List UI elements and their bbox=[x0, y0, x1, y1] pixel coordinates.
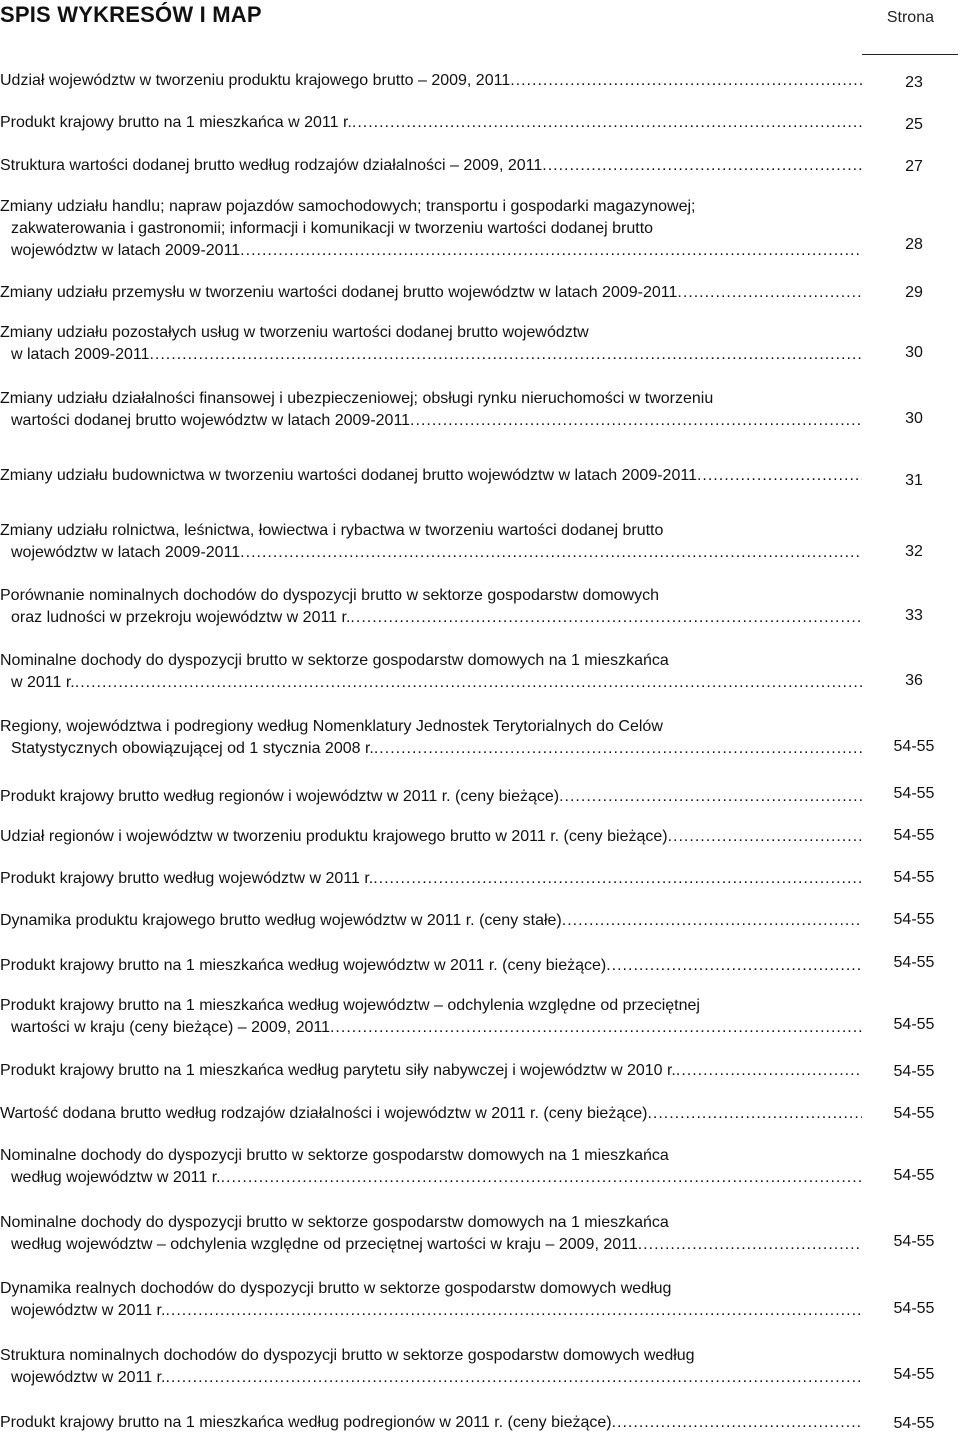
toc-entry-text: Nominalne dochody do dyspozycji brutto w sektorze gospodarstw domowych na 1 mieszkańca bbox=[0, 1214, 669, 1231]
toc-page-number: 54-55 bbox=[893, 1233, 935, 1250]
toc-entry-text: Produkt krajowy brutto na 1 mieszkańca według województw – odchylenia względne od przeciętnej bbox=[0, 997, 700, 1014]
toc-page-number: 54-55 bbox=[893, 869, 935, 886]
toc-page-number: 54-55 bbox=[893, 1105, 935, 1122]
toc-page-number: 28 bbox=[905, 236, 923, 253]
toc-entry-text: Zmiany udziału handlu; napraw pojazdów samochodowych; transportu i gospodarki magazynowej; bbox=[0, 198, 696, 215]
toc-entry-text: Wartość dodana brutto według rodzajów działalności i województw w 2011 r. (ceny bieżące) bbox=[0, 1105, 648, 1122]
toc-entry-text: według województw w 2011 r. bbox=[11, 1169, 221, 1186]
toc-page-number: 54-55 bbox=[893, 911, 935, 928]
toc-page-number: 54-55 bbox=[893, 1167, 935, 1184]
toc-entry-text: w 2011 r. bbox=[11, 674, 75, 691]
toc-entry-text: Struktura nominalnych dochodów do dyspozycji brutto w sektorze gospodarstw domowych według bbox=[0, 1347, 695, 1364]
toc-entry-line bbox=[0, 1412, 862, 1434]
toc-entry-text: oraz ludności w przekroju województw w 2011 r. bbox=[11, 609, 351, 626]
toc-page-number: 54-55 bbox=[893, 1300, 935, 1317]
toc-page-number: 54-55 bbox=[893, 785, 935, 802]
toc-entry-text: Zmiany udziału rolnictwa, leśnictwa, łowiectwa i rybactwa w tworzeniu wartości dodanej brutto bbox=[0, 522, 664, 539]
toc-entry-text: Porównanie nominalnych dochodów do dyspozycji brutto w sektorze gospodarstw domowych bbox=[0, 587, 660, 604]
toc-entry-text: wartości dodanej brutto województw w latach 2009-2011 bbox=[11, 412, 411, 429]
toc-entry-text: Nominalne dochody do dyspozycji brutto w sektorze gospodarstw domowych na 1 mieszkańca bbox=[0, 1147, 669, 1164]
toc-page-number: 54-55 bbox=[893, 954, 935, 971]
toc-entry-text: w latach 2009-2011 bbox=[11, 346, 150, 363]
toc-entry-text: województw w 2011 r. bbox=[11, 1369, 166, 1386]
toc-entry-text: Zmiany udziału budownictwa w tworzeniu wartości dodanej brutto województw w latach 2009-2011 bbox=[0, 467, 697, 484]
toc-entry-text: Zmiany udziału działalności finansowej i ubezpieczeniowej; obsługi rynku nieruchomości w tworzeniu bbox=[0, 390, 714, 407]
toc-entry-text: województw w latach 2009-2011 bbox=[11, 544, 241, 561]
toc-entry-text: Zmiany udziału przemysłu w tworzeniu wartości dodanej brutto województw w latach 2009-2011 bbox=[0, 284, 678, 301]
toc-page-number: 25 bbox=[905, 116, 923, 133]
toc-page-number: 31 bbox=[905, 472, 923, 489]
toc-page-number: 54-55 bbox=[893, 827, 935, 844]
toc-page-number: 36 bbox=[905, 672, 923, 689]
toc-page-number: 23 bbox=[905, 74, 923, 91]
toc-entry-title bbox=[0, 1412, 862, 1434]
toc-entry-text: województw w 2011 r. bbox=[11, 1302, 166, 1319]
toc-entry-text: Produkt krajowy brutto na 1 mieszkańca według parytetu siły nabywczej i województw w 2010 r. bbox=[0, 1062, 676, 1079]
toc-page-number: 54-55 bbox=[893, 1366, 935, 1383]
toc-page-number: 27 bbox=[905, 158, 923, 175]
toc-page-number: 30 bbox=[905, 344, 923, 361]
toc-entry-text: Dynamika realnych dochodów do dyspozycji brutto w sektorze gospodarstw domowych według bbox=[0, 1280, 672, 1297]
toc-entry-text: województw w latach 2009-2011 bbox=[11, 242, 241, 259]
toc-entry-text: Produkt krajowy brutto według województw w 2011 r. bbox=[0, 870, 374, 887]
toc-entry-text: Zmiany udziału pozostałych usług w tworzeniu wartości dodanej brutto województw bbox=[0, 324, 589, 341]
toc-page-number: 32 bbox=[905, 543, 923, 560]
toc-entry-text: Struktura wartości dodanej brutto według rodzajów działalności – 2009, 2011 bbox=[0, 157, 543, 174]
toc-entry-text: Produkt krajowy brutto na 1 mieszkańca według województw w 2011 r. (ceny bieżące) bbox=[0, 957, 607, 974]
dot-leader bbox=[612, 1412, 862, 1434]
toc-entry-text: Udział regionów i województw w tworzeniu produktu krajowego brutto w 2011 r. (ceny bieżące) bbox=[0, 828, 668, 845]
toc-entry-text: Produkt krajowy brutto według regionów i województw w 2011 r. (ceny bieżące) bbox=[0, 788, 560, 805]
toc-page-number: 54-55 bbox=[893, 738, 935, 755]
toc-page-number: 29 bbox=[905, 284, 923, 301]
toc-page-number: 30 bbox=[905, 410, 923, 427]
toc-entry-text: według województw – odchylenia względne od przeciętnej wartości w kraju – 2009, 2011 bbox=[11, 1236, 638, 1253]
toc-entry-text: Statystycznych obowiązującej od 1 stycznia 2008 r. bbox=[11, 740, 374, 757]
toc-entry-text: Udział województw w tworzeniu produktu krajowego brutto – 2009, 2011 bbox=[0, 72, 511, 89]
toc-page-number: 54-55 bbox=[893, 1016, 935, 1033]
page-column-header: Strona bbox=[886, 9, 934, 26]
toc-page-number: 54-55 bbox=[893, 1063, 935, 1080]
toc-entry-text: Produkt krajowy brutto na 1 mieszkańca w 2011 r. bbox=[0, 114, 352, 131]
page-title: SPIS WYKRESÓW I MAP bbox=[0, 2, 262, 27]
toc-entry-text: wartości w kraju (ceny bieżące) – 2009, 2011 bbox=[11, 1019, 330, 1036]
toc-entry-text: Regiony, województwa i podregiony według Nomenklatury Jednostek Terytorialnych do Celów bbox=[0, 718, 663, 735]
toc-entry-text: Dynamika produktu krajowego brutto według województw w 2011 r. (ceny stałe) bbox=[0, 912, 562, 929]
toc-entry-text: zakwaterowania i gastronomii; informacji i komunikacji w tworzeniu wartości dodanej brutto bbox=[11, 220, 654, 237]
toc-page-number: 54-55 bbox=[893, 1415, 935, 1432]
toc-entry-text: Nominalne dochody do dyspozycji brutto w sektorze gospodarstw domowych na 1 mieszkańca bbox=[0, 652, 669, 669]
toc-entry-text: Produkt krajowy brutto na 1 mieszkańca według podregionów w 2011 r. (ceny bieżące) bbox=[0, 1414, 612, 1431]
toc-page-number: 33 bbox=[905, 607, 923, 624]
